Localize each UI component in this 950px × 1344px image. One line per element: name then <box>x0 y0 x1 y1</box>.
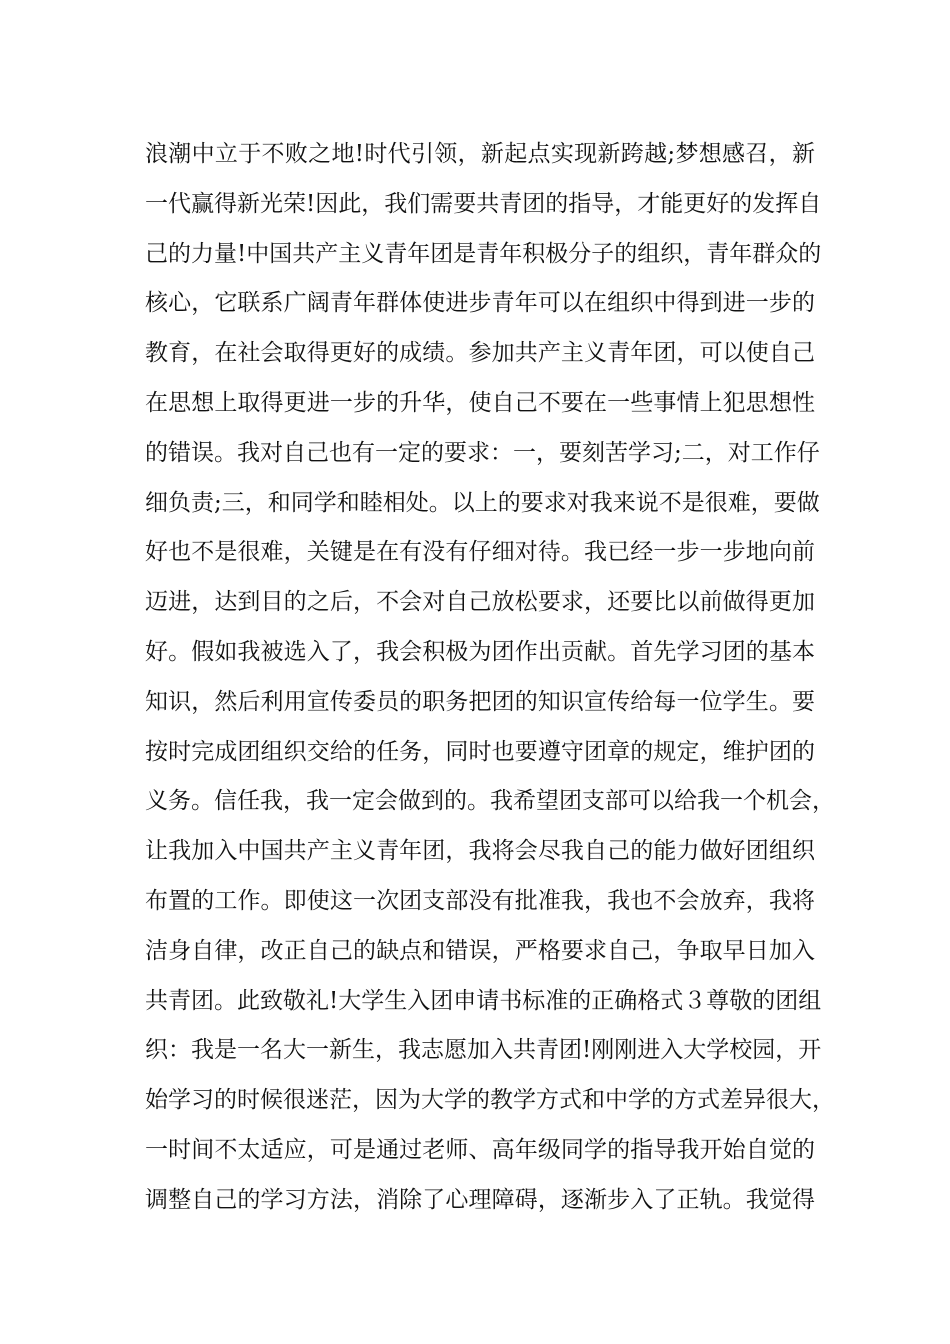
text-line: 洁身自律，改正自己的缺点和错误，严格要求自己，争取早日加入 <box>145 937 815 964</box>
text-line: 在思想上取得更进一步的升华，使自己不要在一些事情上犯思想性 <box>145 389 815 416</box>
text-line: 迈进，达到目的之后，不会对自己放松要求，还要比以前做得更加 <box>145 589 815 616</box>
text-line: 按时完成团组织交给的任务，同时也要遵守团章的规定，维护团的 <box>145 738 815 765</box>
text-line: 一时间不太适应，可是通过老师、高年级同学的指导我开始自觉的 <box>145 1136 815 1163</box>
text-line: 教育，在社会取得更好的成绩。参加共产主义青年团，可以使自己 <box>145 340 815 367</box>
text-line: 义务。信任我，我一定会做到的。我希望团支部可以给我一个机会， <box>145 788 835 815</box>
text-line: 好。假如我被选入了，我会积极为团作出贡献。首先学习团的基本 <box>145 638 815 665</box>
text-line: 共青团。此致敬礼!大学生入团申请书标准的正确格式３尊敬的团组 <box>145 987 822 1014</box>
text-line: 让我加入中国共产主义青年团，我将会尽我自己的能力做好团组织 <box>145 838 815 865</box>
text-line: 一代赢得新光荣!因此，我们需要共青团的指导，才能更好的发挥自 <box>145 190 822 217</box>
text-line: 好也不是很难，关键是在有没有仔细对待。我已经一步一步地向前 <box>145 539 815 566</box>
text-line: 己的力量!中国共产主义青年团是青年积极分子的组织，青年群众的 <box>145 240 822 267</box>
body-text <box>145 130 835 1226</box>
text-line: 浪潮中立于不败之地!时代引领，新起点实现新跨越;梦想感召，新 <box>145 141 815 167</box>
text-line: 织：我是一名大一新生，我志愿加入共青团!刚刚进入大学校园，开 <box>145 1037 822 1064</box>
text-line: 细负责;三，和同学和睦相处。以上的要求对我来说不是很难，要做 <box>145 489 820 516</box>
text-line: 核心，它联系广阔青年群体使进步青年可以在组织中得到进一步的 <box>145 290 815 317</box>
text-line: 始学习的时候很迷茫，因为大学的教学方式和中学的方式差异很大， <box>145 1087 835 1114</box>
text-line: 调整自己的学习方法，消除了心理障碍，逐渐步入了正轨。我觉得 <box>145 1186 815 1213</box>
text-line: 布置的工作。即使这一次团支部没有批准我，我也不会放弃，我将 <box>145 887 815 914</box>
text-line: 的错误。我对自己也有一定的要求：一，要刻苦学习;二，对工作仔 <box>145 439 820 466</box>
text-line: 知识，然后利用宣传委员的职务把团的知识宣传给每一位学生。要 <box>145 688 815 715</box>
